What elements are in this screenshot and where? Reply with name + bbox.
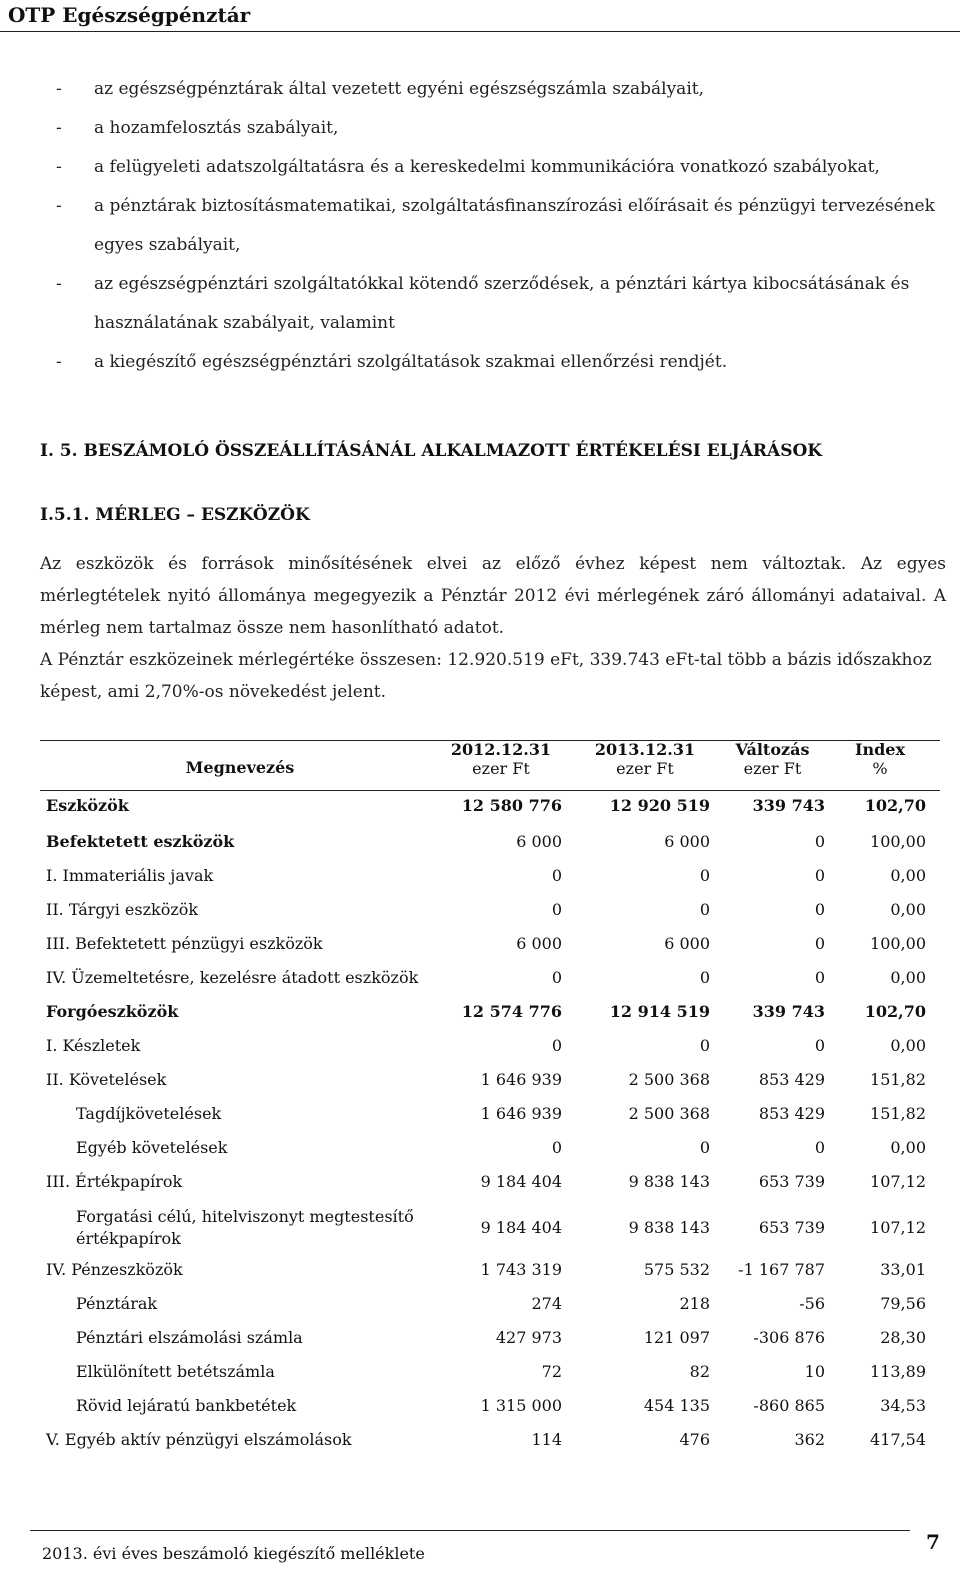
cell-change: 0	[814, 934, 825, 953]
bullet-text: a felügyeleti adatszolgáltatásra és a kereskedelmi kommunikációra vonatkozó szabályokat,	[94, 157, 880, 177]
cell-2012: 0	[551, 866, 562, 885]
bullet-text: a kiegészítő egészségpénztári szolgáltatások szakmai ellenőrzési rendjét.	[94, 352, 728, 372]
cell-change: -56	[799, 1294, 825, 1313]
cell-2013: 9 838 143	[628, 1172, 710, 1191]
row-label: III. Értékpapírok	[46, 1172, 183, 1191]
cell-change: 0	[814, 832, 825, 851]
header-name: Megnevezés	[185, 758, 295, 777]
cell-2012: 6 000	[516, 934, 562, 953]
cell-index: 100,00	[870, 832, 926, 851]
bullet-text-continued: egyes szabályait,	[94, 235, 241, 255]
cell-index: 79,56	[880, 1294, 926, 1313]
cell-2012: 114	[531, 1430, 562, 1449]
bullet-text-continued: használatának szabályait, valamint	[94, 313, 395, 333]
cell-change: -306 876	[753, 1328, 825, 1347]
cell-2012: 427 973	[495, 1328, 562, 1347]
paragraph: A Pénztár eszközeinek mérlegértéke összesen: 12.920.519 eFt, 339.743 eFt-tal több a bázis időszakhoz képest, ami 2,70%-os növekedést jelent.	[40, 650, 932, 702]
bullet-item	[56, 343, 946, 382]
row-label: Pénztári elszámolási számla	[76, 1328, 303, 1347]
cell-change: 653 739	[758, 1218, 825, 1237]
row-label: V. Egyéb aktív pénzügyi elszámolások	[46, 1430, 352, 1449]
header-2013	[580, 740, 710, 778]
body-text	[40, 548, 946, 708]
cell-2013: 2 500 368	[628, 1070, 710, 1089]
bullet-list	[56, 70, 946, 382]
cell-2013: 9 838 143	[628, 1218, 710, 1237]
cell-2012: 0	[551, 900, 562, 919]
cell-index: 0,00	[890, 900, 926, 919]
subsection-heading: I.5.1. MÉRLEG – ESZKÖZÖK	[40, 505, 310, 525]
cell-2012: 9 184 404	[480, 1218, 562, 1237]
row-label: III. Befektetett pénzügyi eszközök	[46, 934, 323, 953]
header-2013-label: 2013.12.31	[594, 740, 696, 759]
row-label: Rövid lejáratú bankbetétek	[76, 1396, 297, 1415]
cell-change: 853 429	[758, 1104, 825, 1123]
cell-index: 0,00	[890, 1138, 926, 1157]
header-change	[720, 740, 825, 778]
cell-change: -1 167 787	[738, 1260, 825, 1279]
cell-2013: 121 097	[643, 1328, 710, 1347]
row-label: IV. Üzemeltetésre, kezelésre átadott eszközök	[46, 968, 419, 987]
cell-index: 33,01	[880, 1260, 926, 1279]
section-heading: I. 5. BESZÁMOLÓ ÖSSZEÁLLÍTÁSÁNÁL ALKALMAZOTT ÉRTÉKELÉSI ELJÁRÁSOK	[40, 441, 823, 461]
footer-divider	[30, 1530, 910, 1531]
paragraph: Az eszközök és források minősítésének elvei az előző évhez képest nem változtak. Az egyes mérlegtételek nyitó állománya megegyezik a Pénztár 2012 évi mérlegének záró állományi adataival. A mérleg nem tartalmaz össze nem hasonlítható adatot.	[40, 554, 946, 638]
cell-change: 0	[814, 1138, 825, 1157]
cell-2013: 0	[699, 968, 710, 987]
cell-2012: 274	[531, 1294, 562, 1313]
cell-index: 34,53	[880, 1396, 926, 1415]
cell-2013: 2 500 368	[628, 1104, 710, 1123]
cell-2012: 6 000	[516, 832, 562, 851]
cell-change: 362	[794, 1430, 825, 1449]
bullet-text: az egészségpénztári szolgáltatókkal kötendő szerződések, a pénztári kártya kibocsátásának és	[94, 274, 910, 294]
cell-index: 100,00	[870, 934, 926, 953]
cell-2013: 82	[689, 1362, 710, 1381]
row-label: II. Követelések	[46, 1070, 167, 1089]
cell-change: 339 743	[752, 796, 825, 815]
row-label: Elkülönített betétszámla	[76, 1362, 275, 1381]
header-divider	[0, 31, 960, 32]
cell-index: 113,89	[870, 1362, 926, 1381]
header-2012-label: 2012.12.31	[450, 740, 552, 759]
cell-2013: 0	[699, 866, 710, 885]
cell-2013: 476	[679, 1430, 710, 1449]
cell-index: 102,70	[864, 796, 926, 815]
bullet-dash: -	[56, 196, 62, 216]
row-label-line: értékpapírok	[76, 1229, 181, 1248]
cell-2013: 0	[699, 1036, 710, 1055]
cell-2013: 0	[699, 1138, 710, 1157]
cell-index: 0,00	[890, 866, 926, 885]
row-label: II. Tárgyi eszközök	[46, 900, 199, 919]
cell-change: 339 743	[752, 1002, 825, 1021]
bullet-text: a hozamfelosztás szabályait,	[94, 118, 339, 138]
row-label: I. Immateriális javak	[46, 866, 214, 885]
cell-change: 10	[804, 1362, 825, 1381]
bullet-item	[56, 70, 946, 109]
row-label	[76, 1206, 414, 1250]
header-title: OTP Egészségpénztár	[8, 3, 251, 27]
cell-change: 0	[814, 900, 825, 919]
header-2012-unit: ezer Ft	[472, 759, 530, 778]
header-index-unit: %	[872, 759, 888, 778]
cell-index: 28,30	[880, 1328, 926, 1347]
bullet-dash: -	[56, 352, 62, 372]
cell-index: 0,00	[890, 968, 926, 987]
cell-2012: 0	[551, 968, 562, 987]
bullet-dash: -	[56, 274, 62, 294]
cell-2012: 12 580 776	[461, 796, 562, 815]
bullet-item	[56, 187, 946, 265]
cell-2013: 218	[679, 1294, 710, 1313]
row-label: Eszközök	[46, 796, 129, 815]
cell-2013: 12 920 519	[609, 796, 710, 815]
header-index-label: Index	[854, 740, 906, 759]
cell-change: 0	[814, 866, 825, 885]
page-header	[0, 0, 960, 34]
row-label: I. Készletek	[46, 1036, 141, 1055]
header-2012	[440, 740, 562, 778]
cell-index: 0,00	[890, 1036, 926, 1055]
cell-index: 417,54	[870, 1430, 926, 1449]
row-label: Tagdíjkövetelések	[76, 1104, 222, 1123]
bullet-text: a pénztárak biztosításmatematikai, szolgáltatásfinanszírozási előírásait és pénzügyi tervezésének	[94, 196, 935, 216]
cell-2012: 9 184 404	[480, 1172, 562, 1191]
cell-2012: 12 574 776	[461, 1002, 562, 1021]
cell-2012: 72	[541, 1362, 562, 1381]
cell-2013: 575 532	[643, 1260, 710, 1279]
cell-change: 853 429	[758, 1070, 825, 1089]
cell-2013: 12 914 519	[609, 1002, 710, 1021]
cell-index: 107,12	[870, 1172, 926, 1191]
cell-2013: 6 000	[664, 934, 710, 953]
row-label: Forgóeszközök	[46, 1002, 179, 1021]
header-2013-unit: ezer Ft	[616, 759, 674, 778]
cell-2012: 1 646 939	[480, 1104, 562, 1123]
row-label: Egyéb követelések	[76, 1138, 228, 1157]
cell-2013: 6 000	[664, 832, 710, 851]
cell-change: 0	[814, 1036, 825, 1055]
bullet-item	[56, 265, 946, 343]
bullet-dash: -	[56, 79, 62, 99]
cell-2012: 0	[551, 1036, 562, 1055]
bullet-dash: -	[56, 118, 62, 138]
page-number: 7	[926, 1530, 940, 1554]
row-label-line: Forgatási célú, hitelviszonyt megtestesítő	[76, 1207, 414, 1226]
cell-2012: 1 646 939	[480, 1070, 562, 1089]
row-label: Befektetett eszközök	[46, 832, 235, 851]
cell-change: -860 865	[753, 1396, 825, 1415]
row-label: Pénztárak	[76, 1294, 158, 1313]
cell-change: 653 739	[758, 1172, 825, 1191]
cell-2013: 0	[699, 900, 710, 919]
header-change-unit: ezer Ft	[743, 759, 802, 778]
cell-2013: 454 135	[643, 1396, 710, 1415]
header-index	[840, 740, 920, 778]
cell-2012: 1 743 319	[480, 1260, 562, 1279]
bullet-dash: -	[56, 157, 62, 177]
bullet-text: az egészségpénztárak által vezetett egyéni egészségszámla szabályait,	[94, 79, 704, 99]
cell-2012: 1 315 000	[480, 1396, 562, 1415]
row-label: IV. Pénzeszközök	[46, 1260, 183, 1279]
bullet-item	[56, 148, 946, 187]
table-header-rule	[40, 790, 940, 791]
cell-index: 151,82	[870, 1104, 926, 1123]
bullet-item	[56, 109, 946, 148]
cell-change: 0	[814, 968, 825, 987]
cell-index: 151,82	[870, 1070, 926, 1089]
header-change-label: Változás	[735, 740, 810, 759]
cell-index: 107,12	[870, 1218, 926, 1237]
footer-text: 2013. évi éves beszámoló kiegészítő melléklete	[42, 1544, 425, 1563]
cell-2012: 0	[551, 1138, 562, 1157]
cell-index: 102,70	[864, 1002, 926, 1021]
